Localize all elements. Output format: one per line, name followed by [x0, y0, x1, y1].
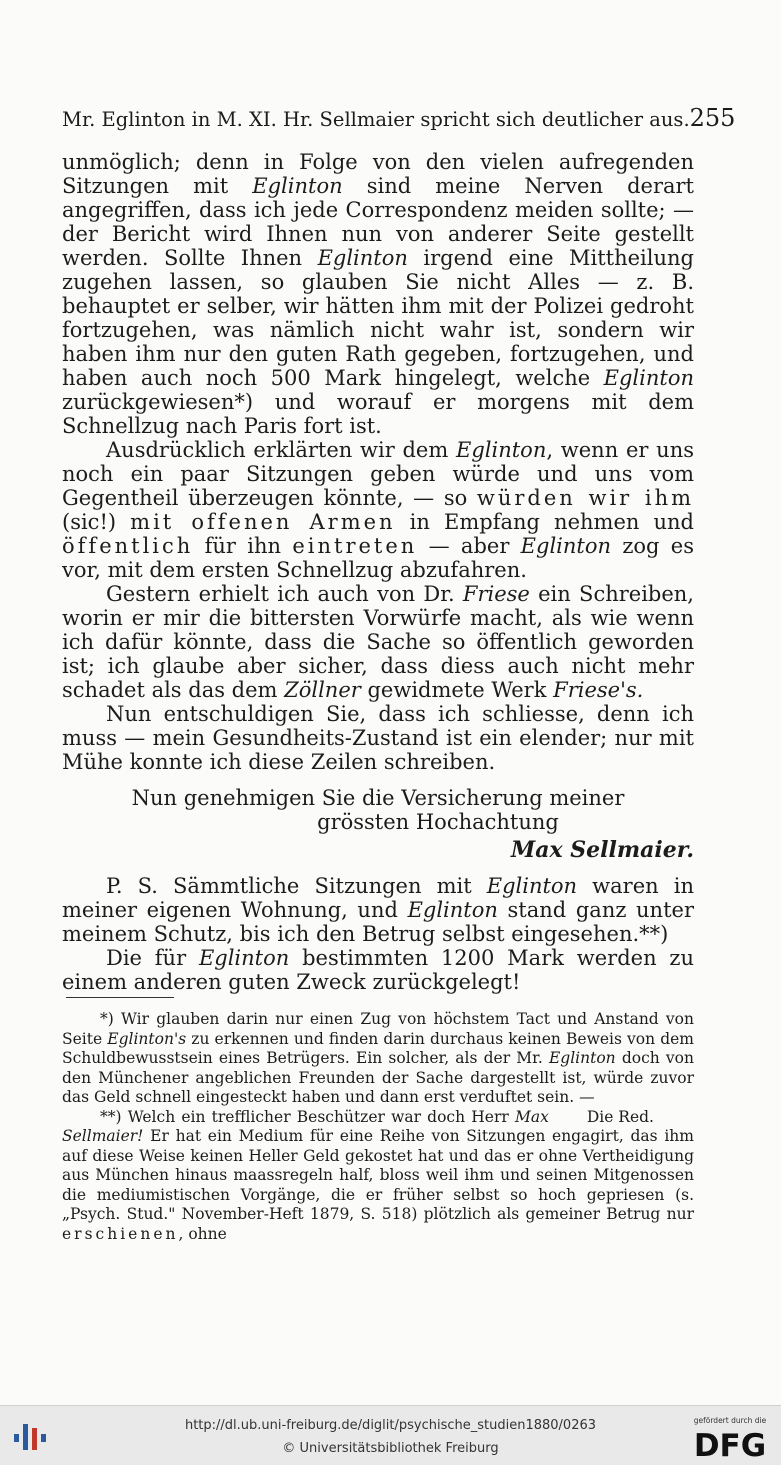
- name-eglinton: Eglinton's: [107, 1029, 187, 1048]
- signature: Max Sellmaier.: [510, 837, 694, 863]
- page-number: 255: [689, 104, 736, 132]
- footnote-rule: [66, 997, 174, 998]
- spaced-emphasis: würden wir ihm: [476, 486, 695, 510]
- name-friese: Friese's.: [553, 678, 644, 702]
- editor-signoff: Die Red.: [586, 1107, 654, 1126]
- name-friese: Friese: [462, 582, 530, 606]
- name-zoellner: Zöllner: [284, 678, 361, 702]
- name-eglinton: Eglinton: [548, 1049, 616, 1067]
- paragraph-3: Gestern erhielt ich auch von Dr. Friese ein Schreiben, worin er mir die bittersten Vorwürfe macht, als wie wenn ich dafür könnte, dass die Sache so öffentlich geworden ist; ich glaube aber sicher, dass diess auch nicht mehr schadet als das dem Zöllner gewidmete Werk Friese's.: [62, 582, 694, 702]
- paragraph-2: Ausdrücklich erklärten wir dem Eglinton, wenn er uns noch ein paar Sitzungen geben würde und uns vom Gegentheil überzeugen könnte, — so würden wir ihm (sic!) mit offenen Armen in Empfang nehmen und öffentlich für ihn eintreten — aber Eglinton zog es vor, mit dem ersten Schnellzug abzufahren.: [62, 438, 695, 582]
- spaced-emphasis: eintreten: [292, 534, 418, 558]
- source-url[interactable]: http://dl.ub.uni-freiburg.de/diglit/psychische_studien1880/0263: [184, 1418, 597, 1433]
- paragraph-4: Nun entschuldigen Sie, dass ich schliesse, denn ich muss — mein Gesundheits-Zustand ist ein elender; nur mit Mühe konnte ich diese Zeilen schreiben.: [62, 702, 694, 774]
- copyright-notice: © Universitätsbibliothek Freiburg: [282, 1441, 499, 1456]
- name-eglinton: Eglinton: [520, 534, 612, 558]
- running-header: [62, 104, 736, 132]
- name-eglinton: Eglinton: [252, 174, 343, 198]
- spaced-emphasis: mit offenen Armen: [130, 510, 396, 534]
- dfg-wordmark: DFG: [693, 1428, 767, 1460]
- footnote-2: **) Welch ein trefflicher Beschützer war doch Herr Max Sellmaier! Er hat ein Medium für eine Reihe von Sitzungen engagirt, das ihm auf diese Weise keinen Heller Geld gekostet hat und das er ohne Vertheidigung aus München hinaus maassregeln half, bloss weil ihm und seinen Mitgenossen die mediumistischen Vorgänge, die er früher selbst so hoch gepriesen (s. „Psych. Stud." November-Heft 1879, S. 518) plötzlich als gemeiner Betrug nur erschienen, ohne: [62, 1107, 694, 1243]
- name-eglinton: Eglinton: [198, 946, 290, 970]
- name-eglinton: Eglinton: [486, 874, 578, 898]
- name-eglinton: Eglinton: [317, 246, 408, 270]
- closing-line-2: grössten Hochachtung: [317, 810, 559, 834]
- dfg-tagline: gefördert durch die: [693, 1416, 767, 1425]
- viewer-footer: [0, 1405, 781, 1465]
- postscript-1: P. S. Sämmtliche Sitzungen mit Eglinton waren in meiner eigenen Wohnung, und Eglinton stand ganz unter meinem Schutz, bis ich den Betrug selbst eingesehen.**): [62, 874, 694, 946]
- running-title: Mr. Eglinton in M. XI. Hr. Sellmaier spricht sich deutlicher aus.: [62, 108, 690, 131]
- footnotes: [62, 1010, 694, 1244]
- spaced-emphasis: erschienen: [62, 1224, 179, 1243]
- dfg-logo-icon: [688, 1414, 772, 1460]
- name-eglinton: Eglinton: [407, 898, 498, 922]
- name-sellmaier: Max Sellmaier!: [62, 1107, 549, 1145]
- paragraph-1: unmöglich; denn in Folge von den vielen aufregenden Sitzungen mit Eglinton sind meine Nerven derart angegriffen, dass ich jede Correspondenz meiden sollte; — der Bericht wird Ihnen nun von anderer Seite gestellt werden. Sollte Ihnen Eglinton irgend eine Mittheilung zugehen lassen, so glauben Sie nicht Alles — z. B. behauptet er selber, wir hätten ihm mit der Polizei gedroht fortzugehen, was nämlich nicht wahr ist, sondern wir haben ihm nur den guten Rath gegeben, fortzugehen, und haben auch noch 500 Mark hingelegt, welche Eglinton zurückgewiesen*) und worauf er morgens mit dem Schnellzug nach Paris fort ist.: [62, 150, 694, 438]
- main-text: [62, 150, 694, 994]
- closing-line-1: Nun genehmigen Sie die Versicherung meiner: [131, 786, 625, 810]
- spaced-emphasis: öffentlich: [62, 534, 194, 558]
- name-eglinton: Eglinton: [603, 366, 694, 390]
- postscript-2: Die für Eglinton bestimmten 1200 Mark werden zu einem anderen guten Zweck zurückgelegt!: [62, 946, 694, 994]
- footnote-1: *) Wir glauben darin nur einen Zug von höchstem Tact und Anstand von Seite Eglinton's zu erkennen und finden darin durchaus keinen Beweis von dem Schuldbewusstsein eines Betrügers. Ein solcher, als der Mr. Eglinton doch von den Münchener angeblichen Freunden der Sache dargestellt ist, würde zuvor das Geld schnell eingesteckt haben und dann erst verduftet sein. — Die Red.: [62, 1010, 695, 1126]
- name-eglinton: Eglinton: [456, 438, 547, 462]
